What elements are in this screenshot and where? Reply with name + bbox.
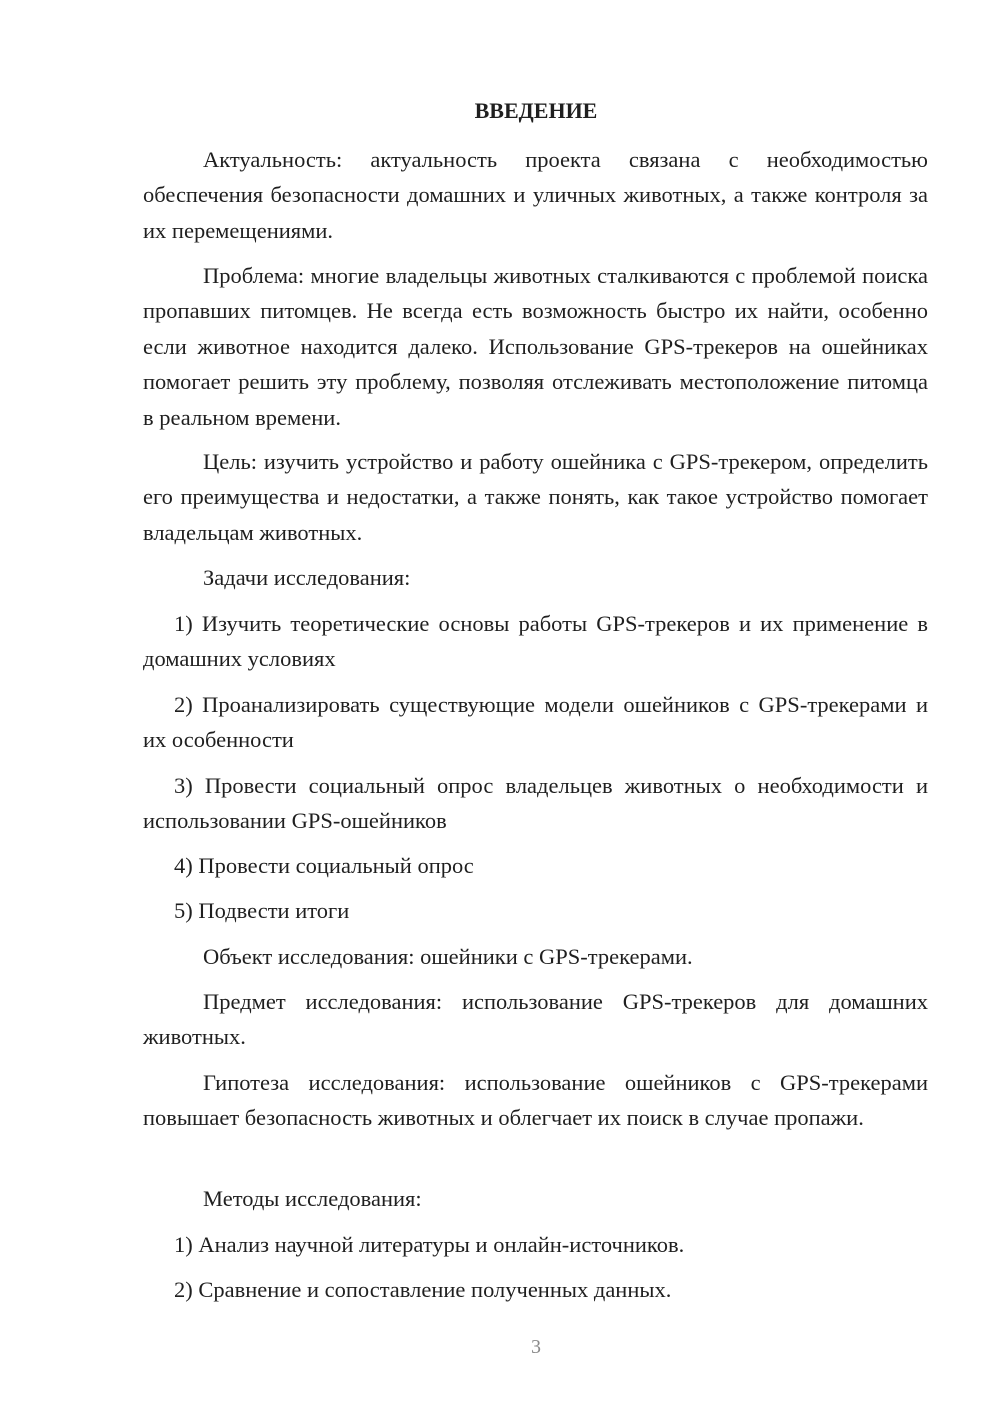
method-item-2: 2) Сравнение и сопоставление полученных данных. [174, 1277, 672, 1302]
method-item-1: 1) Анализ научной литературы и онлайн-источников. [174, 1232, 685, 1257]
task-item-3: 3) Провести социальный опрос владельцев животных о необходимости и использовании GPS-ошейников [143, 773, 928, 834]
task-item-5: 5) Подвести итоги [174, 898, 350, 923]
tasks-heading: Задачи исследования: [203, 565, 411, 590]
research-hypothesis: Гипотеза исследования: использование ошейников с GPS-трекерами повышает безопасность животных и облегчает их поиск в случае пропажи. [143, 1070, 928, 1131]
methods-heading: Методы исследования: [203, 1186, 422, 1211]
research-object: Объект исследования: ошейники с GPS-трекерами. [203, 944, 693, 969]
section-title: ВВЕДЕНИЕ [474, 98, 598, 123]
task-item-2: 2) Проанализировать существующие модели ошейников с GPS-трекерами и их особенности [143, 692, 928, 753]
paragraph-relevance: Актуальность: актуальность проекта связана с необходимостью обеспечения безопасности домашних и уличных животных, а также контроля за их перемещениями. [143, 147, 928, 243]
task-item-1: 1) Изучить теоретические основы работы GPS-трекеров и их применение в домашних условиях [143, 611, 928, 672]
paragraph-goal: Цель: изучить устройство и работу ошейника с GPS-трекером, определить его преимущества и недостатки, а также понять, как такое устройство помогает владельцам животных. [143, 449, 928, 545]
research-subject: Предмет исследования: использование GPS-трекеров для домашних животных. [143, 989, 928, 1050]
task-item-4: 4) Провести социальный опрос [174, 853, 474, 878]
page-number: 3 [531, 1336, 541, 1358]
paragraph-problem: Проблема: многие владельцы животных сталкиваются с проблемой поиска пропавших питомцев. Не всегда есть возможность быстро их найти, особенно если животное находится далеко. Использование GPS-трекеров на ошейниках помогает решить эту проблему, позволяя отслеживать местоположение питомца в реальном времени. [143, 263, 928, 430]
